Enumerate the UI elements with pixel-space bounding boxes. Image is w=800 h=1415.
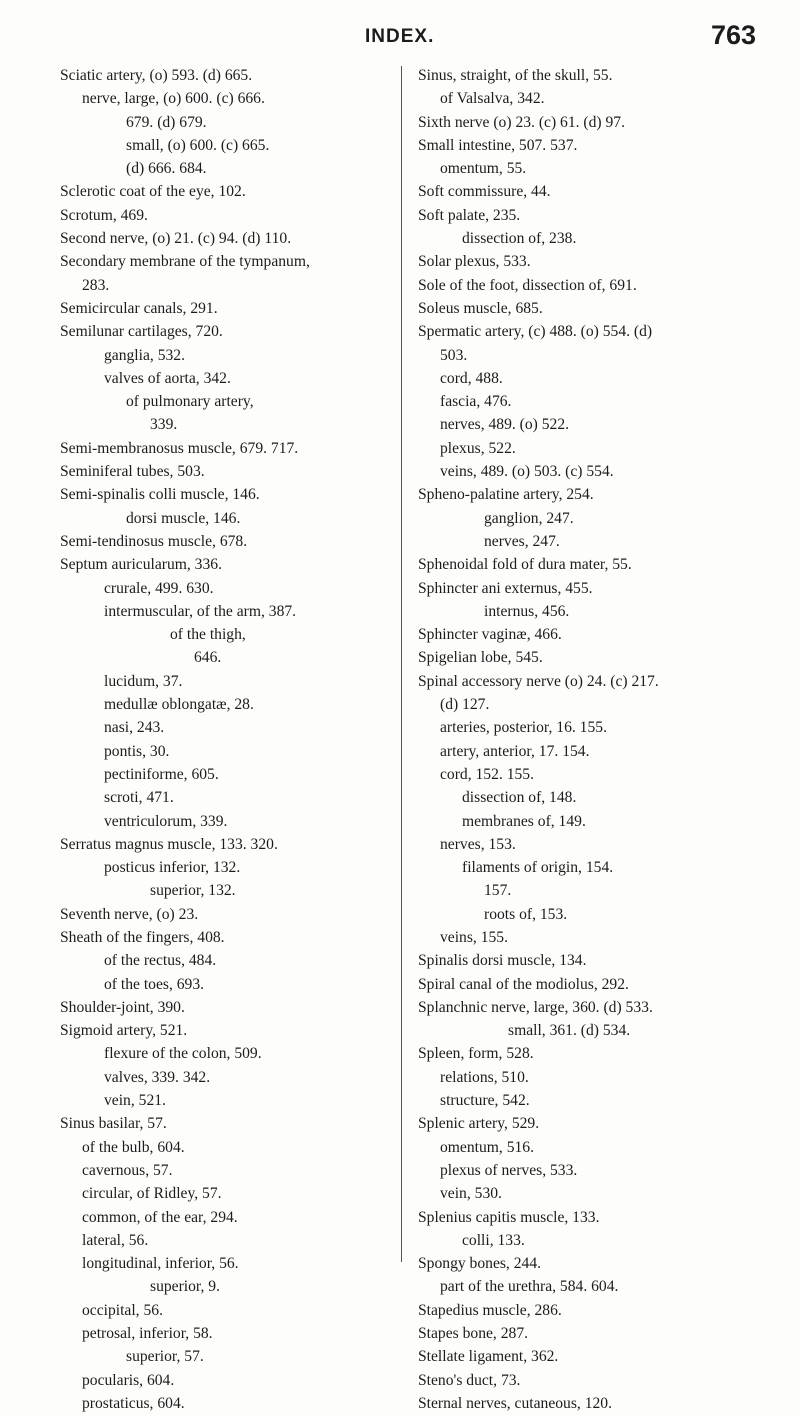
index-entry: fascia, 476.	[440, 393, 512, 411]
index-entry: common, of the ear, 294.	[82, 1208, 238, 1226]
index-entry: Sole of the foot, dissection of, 691.	[418, 276, 637, 294]
index-entry: Soleus muscle, 685.	[418, 299, 543, 317]
index-entry: Sinus, straight, of the skull, 55.	[418, 67, 613, 84]
index-entry: ganglion, 247.	[484, 509, 574, 527]
index-entry: lateral, 56.	[82, 1231, 149, 1249]
index-entry: (d) 666. 684.	[126, 160, 207, 178]
index-entry: crurale, 499. 630.	[104, 579, 214, 597]
index-entry: vein, 530.	[440, 1185, 502, 1203]
index-entry: superior, 132.	[150, 882, 236, 900]
index-entry: pocularis, 604.	[82, 1371, 175, 1389]
index-entry: filaments of origin, 154.	[462, 859, 614, 877]
index-entry: Steno's duct, 73.	[418, 1371, 521, 1389]
index-entry: Spinal accessory nerve (o) 24. (c) 217.	[418, 672, 659, 690]
index-entry: part of the urethra, 584. 604.	[440, 1278, 619, 1296]
index-entry: Seventh nerve, (o) 23.	[60, 905, 199, 923]
index-entry: valves of aorta, 342.	[104, 369, 231, 387]
index-entry: Seminiferal tubes, 503.	[60, 463, 205, 481]
index-entry: Sheath of the fingers, 408.	[60, 928, 225, 946]
index-entry: Spinalis dorsi muscle, 134.	[418, 952, 587, 970]
index-entry: veins, 155.	[440, 928, 509, 946]
index-entry: veins, 489. (o) 503. (c) 554.	[440, 463, 614, 481]
column-divider	[401, 66, 402, 1262]
index-entry: small, 361. (d) 534.	[508, 1022, 631, 1040]
index-entry: Spermatic artery, (c) 488. (o) 554. (d)	[418, 323, 653, 341]
index-entry: of Valsalva, 342.	[440, 90, 545, 108]
page-number: 763	[710, 20, 756, 50]
index-entry: Spheno-palatine artery, 254.	[418, 486, 594, 504]
index-entry: 646.	[194, 649, 222, 667]
index-column-right	[418, 64, 768, 1415]
index-entry: Sclerotic coat of the eye, 102.	[60, 183, 246, 201]
index-entry: superior, 57.	[126, 1348, 204, 1366]
index-entry: 679. (d) 679.	[126, 113, 207, 131]
index-entry: Semicircular canals, 291.	[60, 299, 218, 317]
index-entry: Second nerve, (o) 21. (c) 94. (d) 110.	[60, 230, 292, 248]
index-entry: roots of, 153.	[484, 905, 568, 923]
index-entry: ventriculorum, 339.	[104, 812, 228, 830]
index-entry: small, (o) 600. (c) 665.	[126, 136, 270, 154]
index-entry: circular, of Ridley, 57.	[82, 1185, 222, 1203]
index-entry: Spleen, form, 528.	[418, 1045, 534, 1063]
index-entry: Soft commissure, 44.	[418, 183, 551, 201]
index-entry: medullæ oblongatæ, 28.	[104, 696, 254, 714]
index-entry: prostaticus, 604.	[82, 1394, 185, 1412]
index-entry: Splanchnic nerve, large, 360. (d) 533.	[418, 998, 653, 1016]
index-entry: pontis, 30.	[104, 742, 170, 760]
index-entry: (d) 127.	[440, 696, 490, 714]
index-entry: of the bulb, 604.	[82, 1138, 185, 1156]
index-entry: Semi-membranosus muscle, 679. 717.	[60, 439, 299, 457]
index-entry: intermuscular, of the arm, 387.	[104, 602, 297, 620]
index-entry: omentum, 55.	[440, 160, 527, 178]
index-entry: of the rectus, 484.	[104, 952, 217, 970]
index-entry: Spigelian lobe, 545.	[418, 649, 543, 667]
index-entry: petrosal, inferior, 58.	[82, 1325, 213, 1343]
index-entry: 157.	[484, 882, 512, 900]
index-entry: nasi, 243.	[104, 719, 165, 737]
index-entry: cavernous, 57.	[82, 1161, 173, 1179]
index-entry: of pulmonary artery,	[126, 393, 254, 411]
index-entry: pectiniforme, 605.	[104, 765, 219, 783]
index-entry: dissection of, 148.	[462, 789, 577, 807]
index-entry: ganglia, 532.	[104, 346, 185, 364]
index-entry: Sigmoid artery, 521.	[60, 1022, 188, 1040]
index-entry: colli, 133.	[462, 1231, 525, 1249]
index-entry: nerves, 247.	[484, 532, 560, 550]
index-entry: Stapes bone, 287.	[418, 1325, 529, 1343]
index-entry: Splenic artery, 529.	[418, 1115, 540, 1133]
index-entry: plexus, 522.	[440, 439, 516, 457]
index-entry: Shoulder-joint, 390.	[60, 998, 185, 1016]
index-entry: plexus of nerves, 533.	[440, 1161, 578, 1179]
page-header	[0, 22, 800, 62]
index-entry: posticus inferior, 132.	[104, 859, 241, 877]
index-entry: Sternal nerves, cutaneous, 120.	[418, 1394, 613, 1412]
index-entry: Scrotum, 469.	[60, 206, 148, 224]
index-entry: occipital, 56.	[82, 1301, 163, 1319]
index-entry: 339.	[150, 416, 178, 434]
index-entry: Spongy bones, 244.	[418, 1255, 542, 1273]
index-entry: Serratus magnus muscle, 133. 320.	[60, 835, 278, 853]
index-entry: structure, 542.	[440, 1092, 530, 1110]
index-entry: scroti, 471.	[104, 789, 174, 807]
index-entry: 283.	[82, 276, 110, 294]
index-entry: Stapedius muscle, 286.	[418, 1301, 562, 1319]
index-entry: Septum auricularum, 336.	[60, 556, 222, 574]
index-entry: Sinus basilar, 57.	[60, 1115, 167, 1133]
index-entry: Secondary membrane of the tympanum,	[60, 253, 310, 271]
index-entry: cord, 488.	[440, 369, 503, 387]
index-entry: nerves, 153.	[440, 835, 516, 853]
index-entry: superior, 9.	[150, 1278, 220, 1296]
index-entry: relations, 510.	[440, 1068, 529, 1086]
index-entry: vein, 521.	[104, 1092, 166, 1110]
index-entry: Soft palate, 235.	[418, 206, 521, 224]
index-entry: Semi-spinalis colli muscle, 146.	[60, 486, 260, 504]
index-entry: Splenius capitis muscle, 133.	[418, 1208, 600, 1226]
index-entry: Sphenoidal fold of dura mater, 55.	[418, 556, 632, 574]
index-entry: flexure of the colon, 509.	[104, 1045, 262, 1063]
index-entry: artery, anterior, 17. 154.	[440, 742, 590, 760]
index-entry: membranes of, 149.	[462, 812, 586, 830]
index-entry: Semi-tendinosus muscle, 678.	[60, 532, 248, 550]
index-entry: cord, 152. 155.	[440, 765, 534, 783]
index-entry: arteries, posterior, 16. 155.	[440, 719, 607, 737]
index-entry: Sphincter vaginæ, 466.	[418, 626, 562, 644]
index-entry: Sphincter ani externus, 455.	[418, 579, 593, 597]
index-entry: lucidum, 37.	[104, 672, 183, 690]
index-entry: nerve, large, (o) 600. (c) 666.	[82, 90, 265, 108]
index-entry: Sciatic artery, (o) 593. (d) 665.	[60, 67, 253, 84]
index-entry: nerves, 489. (o) 522.	[440, 416, 570, 434]
index-entry: of the toes, 693.	[104, 975, 205, 993]
index-entry: valves, 339. 342.	[104, 1068, 211, 1086]
index-entry: omentum, 516.	[440, 1138, 534, 1156]
index-entry: Semilunar cartilages, 720.	[60, 323, 223, 341]
index-entry: Stellate ligament, 362.	[418, 1348, 559, 1366]
page-title: INDEX.	[365, 26, 435, 47]
index-entry: Small intestine, 507. 537.	[418, 136, 578, 154]
index-entry: dorsi muscle, 146.	[126, 509, 241, 527]
index-entry: Solar plexus, 533.	[418, 253, 531, 271]
index-entry: of the thigh,	[170, 626, 246, 644]
index-entry: longitudinal, inferior, 56.	[82, 1255, 239, 1273]
index-entry: dissection of, 238.	[462, 230, 577, 248]
index-entry: 503.	[440, 346, 468, 364]
index-entry: internus, 456.	[484, 602, 570, 620]
index-entry: Spiral canal of the modiolus, 292.	[418, 975, 629, 993]
index-column-left	[60, 64, 390, 1415]
index-entry: Sixth nerve (o) 23. (c) 61. (d) 97.	[418, 113, 625, 131]
